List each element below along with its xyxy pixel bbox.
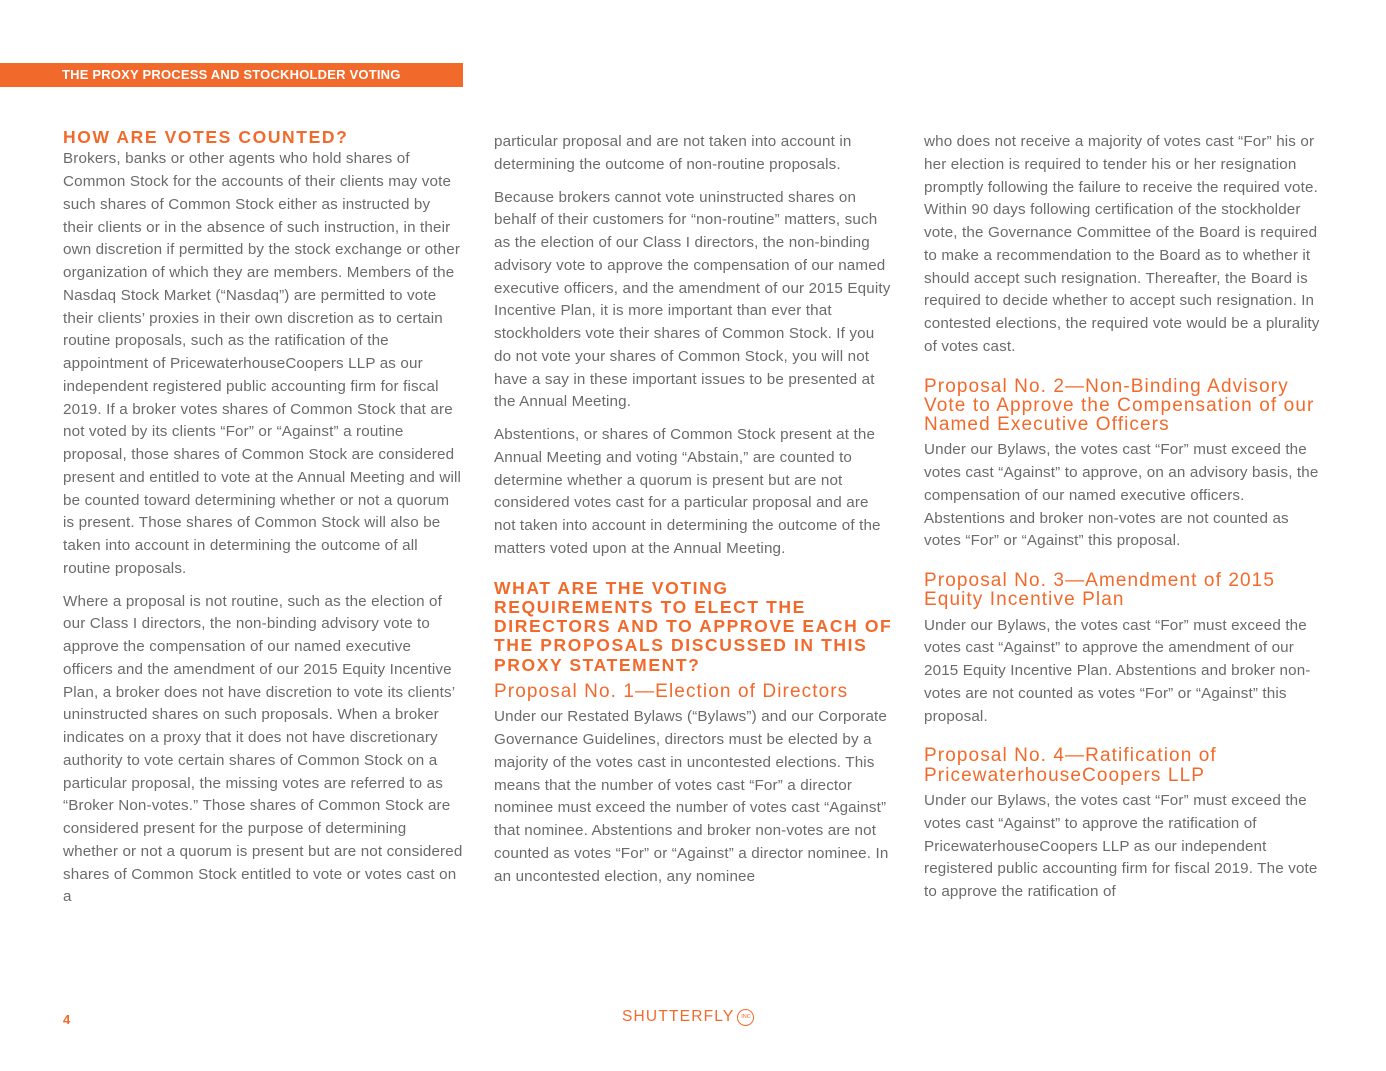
paragraph: Brokers, banks or other agents who hold shares of Common Stock for the accounts of their clients may vote such shares of Common Stock either as instructed by their clients or in the absence of such instruction, in their own discretion if permitted by the stock exchange or other organization of which they are members. Members of the Nasdaq Stock Market (“Nasdaq”) are permitted to vote their clients’ proxies in their own discretion as to certain routine proposals, such as the ratification of the appointment of PricewaterhouseCoopers LLP as our independent registered public accounting firm for fiscal 2019. If a broker votes shares of Common Stock that are not voted by its clients “For” or “Against” a routine proposal, those shares of Common Stock are considered present and entitled to vote at the Annual Meeting and will be counted toward determining whether or not a quorum is present. Those shares of Common Stock will also be taken into account in determining the outcome of all routine proposals. (63, 150, 462, 577)
logo-inc-badge: INC (737, 1009, 754, 1026)
column-1 (63, 128, 463, 919)
paragraph: who does not receive a majority of votes cast “For” his or her election is required to tender his or her resignation promptly following the failure to receive the required vote. Within 90 days following certification of the stockholder vote, the Governance Committee of the Board is required to make a recommendation to the Board as to whether it should accept such resignation. Thereafter, the Board is required to decide whether to accept such resignation. In contested elections, the required vote would be a plurality of votes cast. (924, 133, 1320, 355)
shutterfly-logo (622, 1008, 754, 1026)
paragraph: Because brokers cannot vote uninstructed shares on behalf of their customers for “non-routine” matters, such as the election of our Class I directors, the non-binding advisory vote to approve the compensation of our named executive officers, and the amendment of our 2015 Equity Incentive Plan, it is more important than ever that stockholders vote their shares of Common Stock. If you do not vote your shares of Common Stock, you will not have a say in these important issues to be presented at the Annual Meeting. (494, 188, 891, 411)
paragraph: Under our Bylaws, the votes cast “For” must exceed the votes cast “Against” to approve the ratification of PricewaterhouseCoopers LLP as our independent registered public accounting firm for fiscal 2019. The vote to approve the ratification of (924, 792, 1318, 901)
subheading-proposal-3: Proposal No. 3—Amendment of 2015 Equity Incentive Plan (924, 570, 1275, 611)
paragraph: Under our Bylaws, the votes cast “For” must exceed the votes cast “Against” to approve, on an advisory basis, the compensation of our named executive officers. Abstentions and broker non-votes are not counted as votes “For” or “Against” this proposal. (924, 441, 1319, 550)
paragraph: Under our Restated Bylaws (“Bylaws”) and our Corporate Governance Guidelines, directors must be elected by a majority of the votes cast in uncontested elections. This means that the number of votes cast “For” a director nominee must exceed the number of votes cast “Against” that nominee. Abstentions and broker non-votes are not counted as votes “For” or “Against” a director nominee. In an uncontested election, any nominee (494, 708, 889, 885)
paragraph: Abstentions, or shares of Common Stock present at the Annual Meeting and voting “Abstain,” are counted to determine whether a quorum is present but are not considered votes cast for a particular proposal and are not taken into account in determining the outcome of the matters voted upon at the Annual Meeting. (494, 426, 881, 557)
paragraph: Where a proposal is not routine, such as the election of our Class I directors, the non-binding advisory vote to approve the compensation of our named executive officers and the amendment of our 2015 Equity Incentive Plan, a broker does not have discretion to vote its clients’ uninstructed shares on such proposals. When a broker indicates on a proxy that it does not have discretionary authority to vote certain shares of Common Stock on a particular proposal, the missing votes are referred to as “Broker Non-votes.” Those shares of Common Stock are considered present for the purpose of determining whether or not a quorum is present but are not considered shares of Common Stock entitled to vote or votes cast on a (63, 592, 463, 906)
heading-voting-requirements: WHAT ARE THE VOTING REQUIREMENTS TO ELECT THE DIRECTORS AND TO APPROVE EACH OF THE PROPOSALS DISCUSSED IN THIS PROXY STATEMENT? (494, 577, 893, 675)
column-3 (924, 128, 1324, 914)
section-title: THE PROXY PROCESS AND STOCKHOLDER VOTING (62, 67, 401, 82)
paragraph: Under our Bylaws, the votes cast “For” must exceed the votes cast “Against” to approve the amendment of our 2015 Equity Incentive Plan. Abstentions and broker non-votes are not counted as votes “For” or “Against” this proposal. (924, 616, 1311, 725)
logo-text: SHUTTERFLY (622, 1008, 735, 1025)
subheading-proposal-4: Proposal No. 4—Ratification of PricewaterhouseCoopers LLP (924, 745, 1217, 786)
column-2 (494, 128, 894, 898)
section-banner (0, 63, 463, 87)
page-number: 4 (63, 1012, 71, 1027)
heading-how-are-votes-counted: HOW ARE VOTES COUNTED? (63, 127, 349, 147)
subheading-proposal-2: Proposal No. 2—Non-Binding Advisory Vote to Approve the Compensation of our Named Executive Officers (924, 375, 1315, 436)
subheading-proposal-1: Proposal No. 1—Election of Directors (494, 680, 849, 702)
paragraph: particular proposal and are not taken into account in determining the outcome of non-routine proposals. (494, 133, 852, 173)
